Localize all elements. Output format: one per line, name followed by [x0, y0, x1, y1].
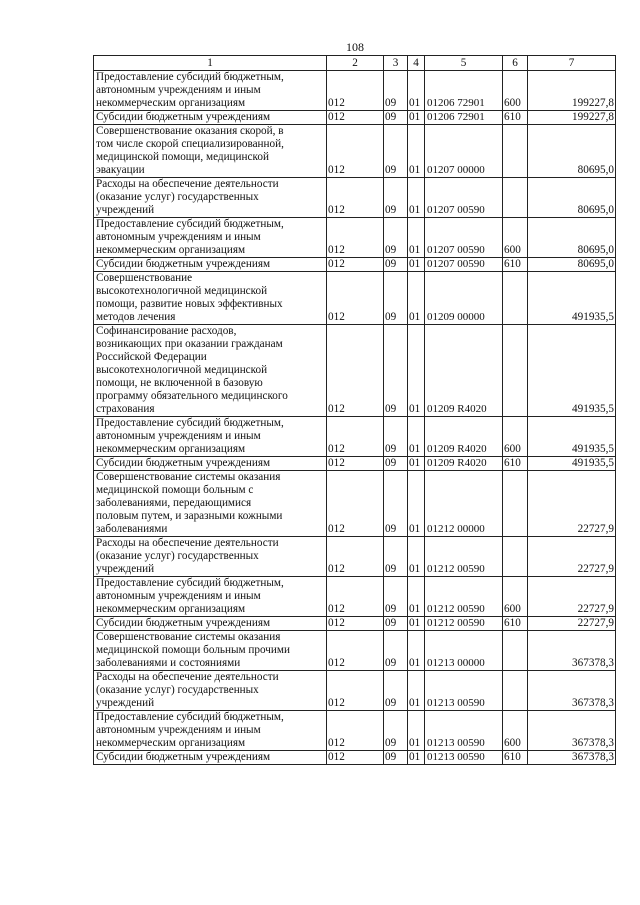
cell-target-article: 01212 00000: [425, 471, 503, 537]
cell-target-article: 01206 72901: [425, 111, 503, 125]
cell-code: 012: [327, 71, 384, 111]
cell-expense-type: [503, 325, 528, 417]
cell-amount: 491935,5: [528, 325, 616, 417]
cell-expense-type: 610: [503, 457, 528, 471]
cell-target-article: 01209 R4020: [425, 325, 503, 417]
column-header: 3: [384, 56, 408, 71]
cell-code: 012: [327, 417, 384, 457]
cell-description: Совершенствование системы оказания медицинской помощи больным прочими заболеваниями и состояниями: [94, 631, 327, 671]
table-row: [94, 537, 616, 577]
cell-description: Субсидии бюджетным учреждениям: [94, 111, 327, 125]
cell-expense-type: 600: [503, 218, 528, 258]
cell-description: Субсидии бюджетным учреждениям: [94, 457, 327, 471]
cell-expense-type: 610: [503, 617, 528, 631]
cell-amount: 80695,0: [528, 178, 616, 218]
table-row: [94, 671, 616, 711]
cell-description: Расходы на обеспечение деятельности (оказание услуг) государственных учреждений: [94, 671, 327, 711]
cell-expense-type: 600: [503, 711, 528, 751]
cell-expense-type: [503, 178, 528, 218]
cell-target-article: 01213 00000: [425, 631, 503, 671]
column-header: 5: [425, 56, 503, 71]
cell-description: Субсидии бюджетным учреждениям: [94, 617, 327, 631]
cell-target-article: 01212 00590: [425, 537, 503, 577]
budget-table: [93, 55, 616, 765]
cell-expense-type: [503, 631, 528, 671]
cell-amount: 199227,8: [528, 111, 616, 125]
cell-code: 012: [327, 711, 384, 751]
cell-subsection: 01: [408, 711, 425, 751]
cell-code: 012: [327, 218, 384, 258]
cell-subsection: 01: [408, 218, 425, 258]
cell-code: 012: [327, 258, 384, 272]
table-row: [94, 471, 616, 537]
cell-subsection: 01: [408, 671, 425, 711]
cell-section: 09: [384, 258, 408, 272]
cell-section: 09: [384, 325, 408, 417]
cell-subsection: 01: [408, 417, 425, 457]
cell-code: 012: [327, 111, 384, 125]
table-row: [94, 617, 616, 631]
cell-code: 012: [327, 457, 384, 471]
cell-section: 09: [384, 111, 408, 125]
cell-target-article: 01212 00590: [425, 617, 503, 631]
cell-target-article: 01213 00590: [425, 751, 503, 765]
cell-amount: 491935,5: [528, 457, 616, 471]
cell-expense-type: 600: [503, 577, 528, 617]
cell-target-article: 01207 00590: [425, 258, 503, 272]
cell-target-article: 01207 00590: [425, 178, 503, 218]
cell-description: Предоставление субсидий бюджетным, автономным учреждениям и иным некоммерческим организациям: [94, 417, 327, 457]
cell-subsection: 01: [408, 325, 425, 417]
cell-section: 09: [384, 751, 408, 765]
cell-code: 012: [327, 631, 384, 671]
table-row: [94, 125, 616, 178]
cell-subsection: 01: [408, 178, 425, 218]
cell-section: 09: [384, 671, 408, 711]
cell-target-article: 01213 00590: [425, 671, 503, 711]
cell-expense-type: 600: [503, 417, 528, 457]
cell-description: Предоставление субсидий бюджетным, автономным учреждениям и иным некоммерческим организациям: [94, 71, 327, 111]
cell-target-article: 01209 R4020: [425, 457, 503, 471]
header-row: [94, 56, 616, 71]
cell-code: 012: [327, 272, 384, 325]
table-row: [94, 258, 616, 272]
page-number: 108: [346, 40, 364, 54]
cell-section: 09: [384, 457, 408, 471]
table-row: [94, 71, 616, 111]
table-row: [94, 178, 616, 218]
cell-subsection: 01: [408, 71, 425, 111]
table-row: [94, 417, 616, 457]
cell-amount: 367378,3: [528, 711, 616, 751]
cell-section: 09: [384, 471, 408, 537]
cell-section: 09: [384, 577, 408, 617]
table-row: [94, 111, 616, 125]
cell-code: 012: [327, 125, 384, 178]
table-row: [94, 711, 616, 751]
cell-expense-type: [503, 671, 528, 711]
table-row: [94, 325, 616, 417]
cell-section: 09: [384, 537, 408, 577]
cell-code: 012: [327, 577, 384, 617]
cell-target-article: 01206 72901: [425, 71, 503, 111]
cell-code: 012: [327, 617, 384, 631]
cell-expense-type: [503, 537, 528, 577]
cell-description: Субсидии бюджетным учреждениям: [94, 751, 327, 765]
cell-description: Предоставление субсидий бюджетным, автономным учреждениям и иным некоммерческим организациям: [94, 577, 327, 617]
cell-target-article: 01209 R4020: [425, 417, 503, 457]
cell-subsection: 01: [408, 272, 425, 325]
cell-amount: 80695,0: [528, 218, 616, 258]
cell-subsection: 01: [408, 617, 425, 631]
cell-amount: 22727,9: [528, 577, 616, 617]
column-header: 1: [94, 56, 327, 71]
cell-section: 09: [384, 711, 408, 751]
cell-amount: 367378,3: [528, 631, 616, 671]
cell-subsection: 01: [408, 125, 425, 178]
cell-amount: 491935,5: [528, 272, 616, 325]
cell-section: 09: [384, 178, 408, 218]
cell-expense-type: [503, 125, 528, 178]
table-row: [94, 577, 616, 617]
cell-amount: 22727,9: [528, 617, 616, 631]
cell-description: Софинансирование расходов, возникающих при оказании гражданам Российской Федерации высокотехнологичной медицинской помощи, не включенной в базовую программу обязательного медицинского страхования: [94, 325, 327, 417]
column-header: 6: [503, 56, 528, 71]
column-header: 4: [408, 56, 425, 71]
cell-amount: 491935,5: [528, 417, 616, 457]
cell-subsection: 01: [408, 577, 425, 617]
cell-amount: 80695,0: [528, 258, 616, 272]
cell-expense-type: 610: [503, 258, 528, 272]
cell-amount: 367378,3: [528, 671, 616, 711]
cell-expense-type: 610: [503, 751, 528, 765]
cell-description: Предоставление субсидий бюджетным, автономным учреждениям и иным некоммерческим организациям: [94, 218, 327, 258]
table-row: [94, 751, 616, 765]
cell-target-article: 01212 00590: [425, 577, 503, 617]
cell-subsection: 01: [408, 111, 425, 125]
cell-expense-type: [503, 272, 528, 325]
table-row: [94, 272, 616, 325]
cell-section: 09: [384, 631, 408, 671]
cell-description: Совершенствование оказания скорой, в том числе скорой специализированной, медицинской помощи, медицинской эвакуации: [94, 125, 327, 178]
cell-amount: 367378,3: [528, 751, 616, 765]
cell-target-article: 01213 00590: [425, 711, 503, 751]
cell-description: Совершенствование системы оказания медицинской помощи больным с заболеваниями, передающимися половым путем, и заразными кожными заболеваниями: [94, 471, 327, 537]
cell-code: 012: [327, 751, 384, 765]
cell-section: 09: [384, 417, 408, 457]
cell-expense-type: [503, 471, 528, 537]
cell-code: 012: [327, 325, 384, 417]
cell-target-article: 01207 00590: [425, 218, 503, 258]
cell-subsection: 01: [408, 751, 425, 765]
cell-expense-type: 600: [503, 71, 528, 111]
cell-section: 09: [384, 218, 408, 258]
cell-amount: 22727,9: [528, 537, 616, 577]
table-row: [94, 218, 616, 258]
table-row: [94, 457, 616, 471]
cell-description: Совершенствование высокотехнологичной медицинской помощи, развитие новых эффективных методов лечения: [94, 272, 327, 325]
cell-expense-type: 610: [503, 111, 528, 125]
cell-target-article: 01207 00000: [425, 125, 503, 178]
cell-amount: 22727,9: [528, 471, 616, 537]
cell-description: Субсидии бюджетным учреждениям: [94, 258, 327, 272]
cell-target-article: 01209 00000: [425, 272, 503, 325]
cell-subsection: 01: [408, 631, 425, 671]
cell-code: 012: [327, 537, 384, 577]
cell-description: Расходы на обеспечение деятельности (оказание услуг) государственных учреждений: [94, 537, 327, 577]
cell-subsection: 01: [408, 258, 425, 272]
cell-subsection: 01: [408, 457, 425, 471]
cell-code: 012: [327, 471, 384, 537]
cell-subsection: 01: [408, 471, 425, 537]
cell-code: 012: [327, 178, 384, 218]
column-header: 2: [327, 56, 384, 71]
cell-description: Предоставление субсидий бюджетным, автономным учреждениям и иным некоммерческим организациям: [94, 711, 327, 751]
column-header: 7: [528, 56, 616, 71]
cell-amount: 199227,8: [528, 71, 616, 111]
cell-section: 09: [384, 617, 408, 631]
cell-section: 09: [384, 125, 408, 178]
cell-subsection: 01: [408, 537, 425, 577]
cell-section: 09: [384, 71, 408, 111]
cell-code: 012: [327, 671, 384, 711]
cell-amount: 80695,0: [528, 125, 616, 178]
cell-section: 09: [384, 272, 408, 325]
cell-description: Расходы на обеспечение деятельности (оказание услуг) государственных учреждений: [94, 178, 327, 218]
table-row: [94, 631, 616, 671]
